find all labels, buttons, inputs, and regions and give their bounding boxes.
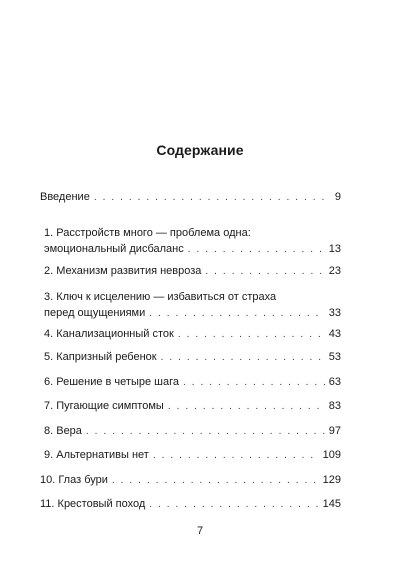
- toc-entry-label: 2. Механизм развития невроза: [44, 265, 202, 277]
- toc-entry-page: 43: [328, 328, 341, 340]
- toc-entry-label-continued: эмоциональный дисбаланс: [44, 243, 184, 255]
- toc-entry-page: 63: [328, 376, 341, 388]
- page-title: Содержание: [156, 142, 244, 158]
- toc-entry-11: [40, 496, 341, 513]
- dot-leader: [149, 497, 318, 513]
- toc-entry-page: 145: [322, 498, 341, 510]
- toc-entry-label: 5. Капризный ребенок: [44, 351, 157, 363]
- toc-entry-label: 10. Глаз бури: [40, 474, 108, 486]
- toc-entry-page: 129: [322, 474, 341, 486]
- toc-entry-label: 6. Решение в четыре шага: [44, 376, 179, 388]
- dot-leader: [149, 306, 324, 322]
- toc-entry-intro: [40, 189, 341, 206]
- toc-entry-7: [44, 398, 341, 415]
- toc-entry-label: 1. Расстройств много — проблема одна:: [44, 227, 251, 239]
- toc-entry-8: [44, 423, 341, 440]
- toc-entry-6: [44, 374, 341, 391]
- page-number: 7: [196, 525, 204, 537]
- toc-entry-page: 33: [328, 307, 341, 319]
- dot-leader: [161, 350, 325, 366]
- toc-entry-page: 83: [328, 400, 341, 412]
- dot-leader: [168, 399, 325, 415]
- toc-entry-10: [40, 472, 341, 489]
- toc-entry-3: [44, 289, 341, 322]
- toc-entry-label: 8. Вера: [44, 425, 82, 437]
- toc-entry-2: [44, 263, 341, 280]
- toc-entry-page: 9: [334, 191, 341, 203]
- toc-entry-page: 23: [328, 265, 341, 277]
- toc-entry-1: [44, 225, 341, 258]
- dot-leader: [153, 448, 319, 464]
- toc-entry-label: 4. Канализационный сток: [44, 328, 174, 340]
- toc-entry-label: 7. Пугающие симптомы: [44, 400, 164, 412]
- dot-leader: [183, 375, 325, 391]
- toc-entry-label-continued: перед ощущениями: [44, 307, 146, 319]
- toc-entry-label: 3. Ключ к исцелению — избавиться от страха: [44, 291, 277, 303]
- toc-entry-page: 109: [322, 449, 341, 461]
- toc-entry-9: [44, 447, 341, 464]
- dot-leader: [205, 264, 324, 280]
- toc-entry-page: 13: [328, 243, 341, 255]
- toc-entry-label: Введение: [40, 191, 90, 203]
- toc-entry-4: [44, 326, 341, 343]
- dot-leader: [86, 424, 325, 440]
- toc-entry-label: 9. Альтернативы нет: [44, 449, 149, 461]
- toc-entry-label: 11. Крестовый поход: [40, 498, 146, 510]
- toc-entry-5: [44, 349, 341, 366]
- dot-leader: [94, 190, 331, 206]
- dot-leader: [188, 242, 325, 258]
- dot-leader: [178, 327, 325, 343]
- toc-entry-page: 97: [328, 425, 341, 437]
- toc-entry-page: 53: [328, 351, 341, 363]
- dot-leader: [112, 473, 319, 489]
